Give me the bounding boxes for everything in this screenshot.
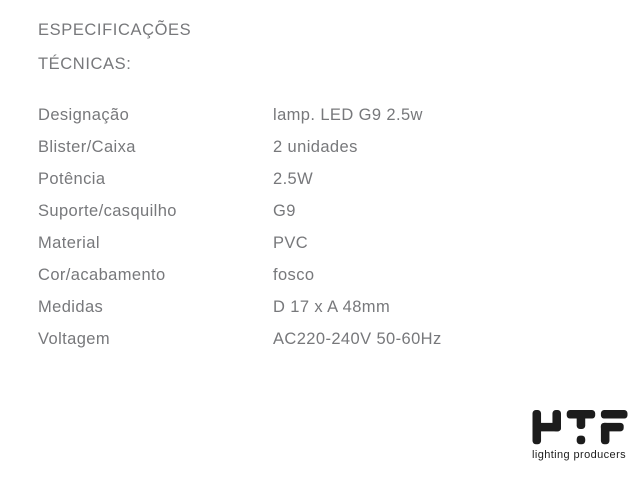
table-row bbox=[38, 99, 518, 131]
table-row bbox=[38, 163, 518, 195]
htf-logo-icon bbox=[532, 410, 628, 448]
spec-value: lamp. LED G9 2.5w bbox=[273, 106, 423, 124]
spec-value: AC220-240V 50-60Hz bbox=[273, 330, 442, 348]
spec-value: G9 bbox=[273, 202, 296, 220]
htf-logo bbox=[532, 410, 628, 462]
spec-label: Designação bbox=[38, 106, 130, 124]
spec-value: 2.5W bbox=[273, 170, 314, 188]
spec-label: Suporte/casquilho bbox=[38, 202, 177, 220]
spec-value: PVC bbox=[273, 234, 309, 252]
spec-value: 2 unidades bbox=[273, 138, 358, 156]
spec-label: Cor/acabamento bbox=[38, 266, 166, 284]
page-title-line2: TÉCNICAS: bbox=[38, 55, 132, 73]
page-title bbox=[38, 13, 191, 81]
table-row bbox=[38, 195, 518, 227]
spec-label: Material bbox=[38, 234, 100, 252]
table-row bbox=[38, 291, 518, 323]
spec-table bbox=[38, 99, 518, 355]
table-row bbox=[38, 259, 518, 291]
page-title-line1: ESPECIFICAÇÕES bbox=[38, 21, 192, 39]
table-row bbox=[38, 323, 518, 355]
table-row bbox=[38, 131, 518, 163]
spec-label: Voltagem bbox=[38, 330, 110, 348]
spec-label: Potência bbox=[38, 170, 106, 188]
spec-value: D 17 x A 48mm bbox=[273, 298, 391, 316]
table-row bbox=[38, 227, 518, 259]
spec-label: Blister/Caixa bbox=[38, 138, 136, 156]
spec-value: fosco bbox=[273, 266, 315, 284]
spec-label: Medidas bbox=[38, 298, 104, 316]
htf-logo-tagline: lighting producers bbox=[532, 449, 627, 461]
